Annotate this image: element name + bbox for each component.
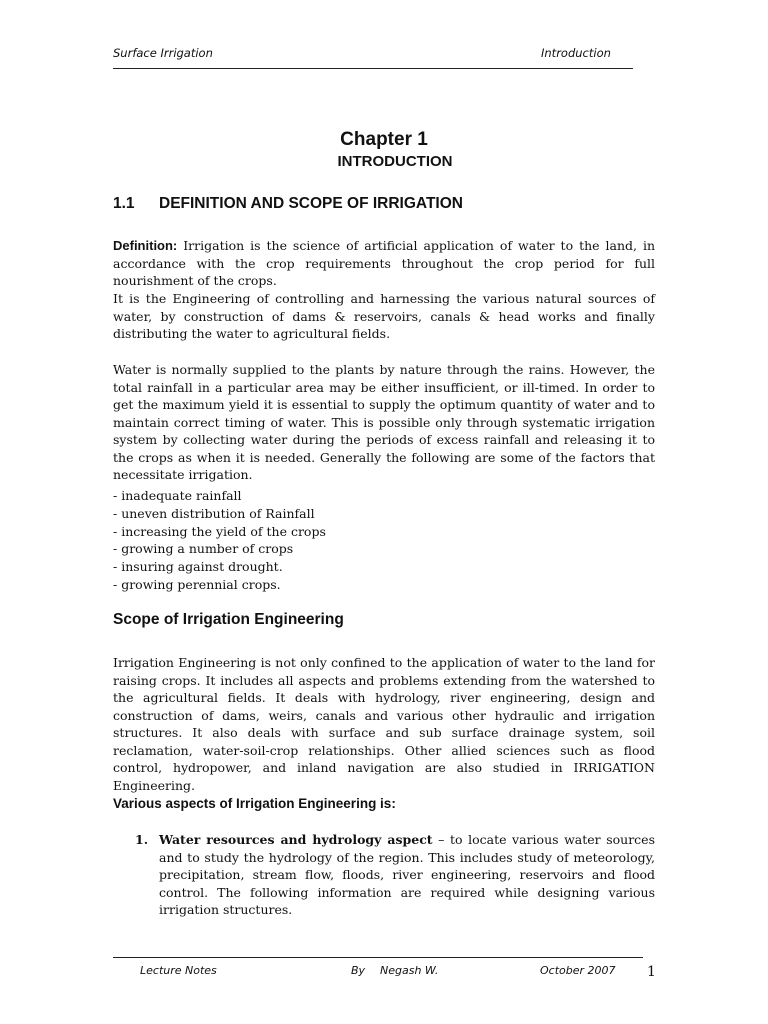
definition-paragraph xyxy=(113,237,655,290)
header-left: Surface Irrigation xyxy=(113,46,213,60)
footer-date: October 2007 xyxy=(540,964,616,977)
footer-by: By xyxy=(351,964,366,977)
definition-label: Definition: xyxy=(113,238,178,253)
list-item: - growing a number of crops xyxy=(113,541,294,557)
engineering-paragraph: It is the Engineering of controlling and harnessing the various natural sources of water, by construction of dams & reservoirs, canals & head works and finally distributing the water to agricultural fields. xyxy=(113,291,655,341)
page-number: 1 xyxy=(647,964,656,980)
section-heading xyxy=(113,195,463,213)
header-right: Introduction xyxy=(541,46,611,60)
section-title: DEFINITION AND SCOPE OF IRRIGATION xyxy=(159,195,463,212)
page-footer xyxy=(113,957,643,978)
aspect-item-text: – to locate various water sources and to study the hydrology of the region. This includes study of meteorology, precipitation, stream flow, floods, river engineering, reservoirs and flood control. The following information are required while designing various irrigation structures. xyxy=(159,832,655,917)
water-paragraph: Water is normally supplied to the plants by nature through the rains. However, the total rainfall in a particular area may be either insufficient, or ill-timed. In order to get the maximum yield it is essential to supply the optimum quantity of water and to maintain correct timing of water. This is possible only through systematic irrigation system by collecting water during the periods of excess rainfall and releasing it to the crops as when it is needed. Generally the following are some of the factors that necessitate irrigation. xyxy=(113,362,655,482)
aspect-item-title: Water resources and hydrology aspect xyxy=(159,832,433,847)
factors-list xyxy=(113,487,326,594)
definition-text: Irrigation is the science of artificial application of water to the land, in accordance with the crop requirements throughout the crop period for full nourishment of the crops. xyxy=(113,238,655,288)
chapter-title: Chapter 1 xyxy=(340,129,428,150)
scope-paragraph: Irrigation Engineering is not only confined to the application of water to the land for raising crops. It includes all aspects and problems extending from the watershed to the agricultural fields. It deals with hydrology, river engineering, design and construction of dams, weirs, canals and various other hydraulic and irrigation structures. It also deals with surface and sub surface drainage system, soil reclamation, water-soil-crop relationships. Other allied sciences such as flood control, hydropower, and inland navigation are also studied in IRRIGATION Engineering. xyxy=(113,655,655,793)
footer-left: Lecture Notes xyxy=(140,964,217,977)
aspects-heading: Various aspects of Irrigation Engineering is: xyxy=(113,796,396,811)
list-item: - inadequate rainfall xyxy=(113,488,242,503)
list-item: - uneven distribution of Rainfall xyxy=(113,505,315,521)
aspect-item-number: 1. xyxy=(135,832,149,847)
footer-author: Negash W. xyxy=(380,964,439,977)
scope-heading: Scope of Irrigation Engineering xyxy=(113,611,344,628)
aspect-item xyxy=(113,831,655,919)
section-number: 1.1 xyxy=(113,195,135,212)
chapter-subtitle: INTRODUCTION xyxy=(337,153,453,170)
list-item: - increasing the yield of the crops xyxy=(113,523,326,539)
list-item: - insuring against drought. xyxy=(113,559,283,575)
page-header xyxy=(113,46,633,69)
list-item: - growing perennial crops. xyxy=(113,576,281,592)
